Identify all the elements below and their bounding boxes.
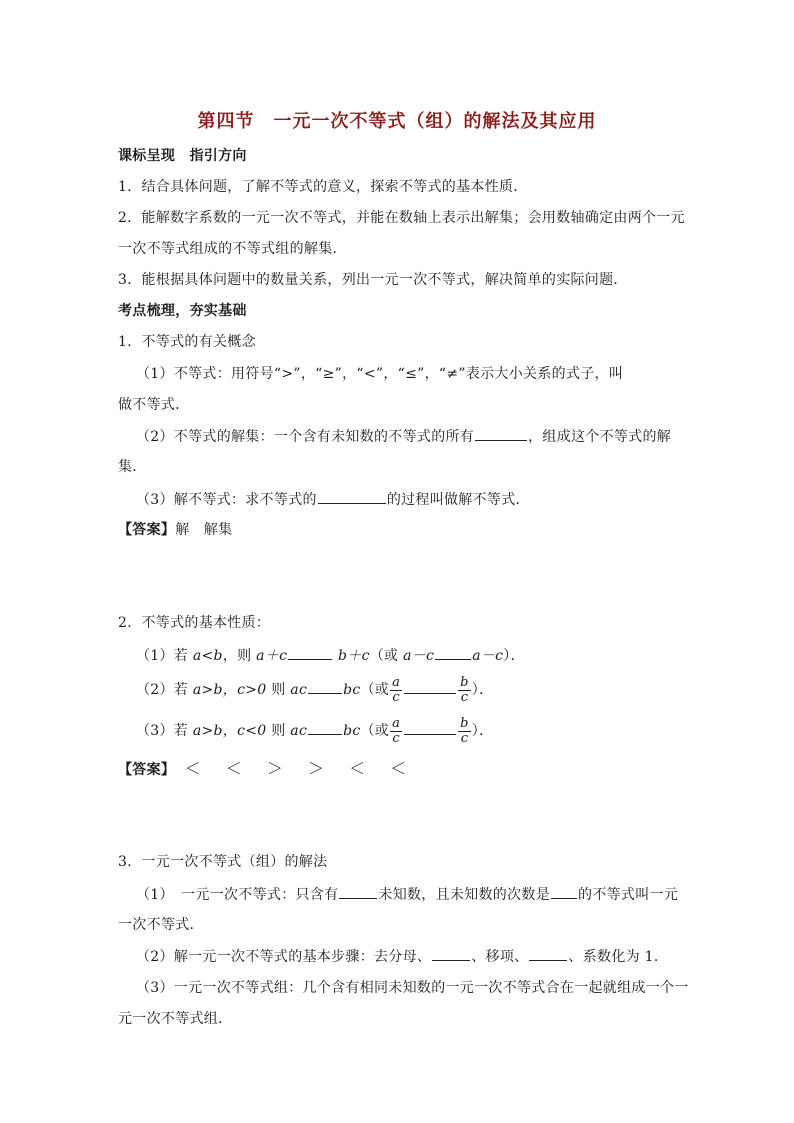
fill-blank bbox=[551, 884, 577, 899]
property-3 bbox=[136, 716, 493, 746]
topic-1-line-1: （1）不等式：用符号“>”，“≥”，“<”，“≤”，“≠”表示大小关系的式子，叫 bbox=[136, 366, 624, 382]
topic-1-title: 1．不等式的有关概念 bbox=[118, 334, 256, 350]
fraction-b-over-c bbox=[458, 676, 471, 705]
fill-blank bbox=[308, 720, 342, 735]
text-segment: （3）解不等式：求不等式的 bbox=[136, 492, 317, 508]
text-segment: ）． bbox=[503, 648, 525, 664]
math-expression: ac bbox=[290, 723, 308, 739]
topic-1-line-2: 做不等式． bbox=[118, 397, 190, 413]
text-segment: ）． bbox=[471, 723, 494, 739]
numerator: b bbox=[460, 715, 469, 731]
curriculum-item-2: 2．能解数字系数的一元一次不等式，并能在数轴上表示出解集；会用数轴确定由两个一元 bbox=[118, 210, 685, 226]
text-segment: （或 bbox=[360, 723, 390, 739]
math-expression: a－c bbox=[403, 648, 435, 664]
fill-blank bbox=[308, 679, 342, 694]
denominator: c bbox=[460, 730, 469, 746]
fill-blank bbox=[404, 679, 456, 694]
topic-3-line-5: 元一次不等式组． bbox=[118, 1011, 233, 1027]
text-segment: （2）解一元一次不等式的基本步骤：去分母、 bbox=[136, 949, 432, 965]
curriculum-item-1: 1．结合具体问题，了解不等式的意义，探索不等式的基本性质． bbox=[118, 179, 528, 195]
fraction-a-over-c bbox=[390, 717, 402, 746]
fill-blank bbox=[475, 426, 527, 441]
fraction-a-over-c bbox=[390, 676, 402, 705]
math-expression: bc bbox=[343, 723, 361, 739]
fraction-b-over-c bbox=[458, 717, 471, 746]
math-expression: a>b，c>0 bbox=[192, 682, 267, 698]
property-2 bbox=[136, 675, 493, 705]
fill-blank bbox=[529, 946, 567, 961]
fill-blank bbox=[339, 884, 377, 899]
math-expression: bc bbox=[343, 682, 361, 698]
topic-1-line-3 bbox=[136, 426, 671, 447]
math-expression: a－c bbox=[472, 648, 504, 664]
section-heading-curriculum: 课标呈现 指引方向 bbox=[118, 148, 247, 164]
answer-label: 【答案】 bbox=[118, 522, 176, 538]
curriculum-item-3: 3．能根据具体问题中的数量关系，列出一元一次不等式，解决简单的实际问题． bbox=[118, 272, 628, 288]
fill-blank bbox=[435, 645, 471, 660]
property-1 bbox=[136, 645, 525, 666]
denominator: c bbox=[392, 689, 400, 705]
curriculum-item-2-cont: 一次不等式组成的不等式组的解集． bbox=[118, 241, 347, 257]
answer-text: ＜ ＜ ＞ ＞ ＜ ＜ bbox=[184, 759, 417, 778]
fill-blank bbox=[318, 489, 386, 504]
math-expression: ac bbox=[290, 682, 308, 698]
text-segment: 的不等式叫一元 bbox=[578, 887, 679, 903]
text-segment: 、移项、 bbox=[471, 949, 529, 965]
answer-1 bbox=[118, 520, 232, 540]
text-segment: ）． bbox=[471, 682, 494, 698]
text-segment: （1） 一元一次不等式：只含有 bbox=[136, 887, 339, 903]
text-segment: ，则 bbox=[222, 648, 257, 664]
text-segment: （或 bbox=[369, 648, 404, 664]
answer-text: 解 解集 bbox=[175, 522, 233, 538]
page-title: 第四节 一元一次不等式（组）的解法及其应用 bbox=[197, 111, 597, 132]
fill-blank bbox=[288, 645, 332, 660]
numerator: a bbox=[392, 674, 401, 690]
text-segment: （或 bbox=[360, 682, 390, 698]
text-segment: （1）若 bbox=[136, 648, 193, 664]
text-segment: （3）若 bbox=[136, 723, 193, 739]
topic-1-line-5 bbox=[136, 489, 530, 510]
text-segment: 的过程叫做解不等式． bbox=[386, 492, 530, 508]
topic-3-line-4: （3）一元一次不等式组：几个含有相同未知数的一元一次不等式合在一起就组成一个一 bbox=[136, 980, 689, 996]
math-expression: a<b bbox=[192, 648, 223, 664]
topic-3-line-1 bbox=[136, 884, 678, 905]
text-segment: 则 bbox=[266, 723, 291, 739]
section-heading-review: 考点梳理，夯实基础 bbox=[118, 303, 247, 319]
math-expression: b＋c bbox=[338, 648, 370, 664]
topic-3-line-3 bbox=[136, 946, 668, 967]
topic-3-title: 3．一元一次不等式（组）的解法 bbox=[118, 854, 328, 870]
math-expression: a>b，c<0 bbox=[192, 723, 267, 739]
topic-2-title: 2．不等式的基本性质： bbox=[118, 615, 271, 631]
numerator: a bbox=[392, 715, 401, 731]
fill-blank bbox=[404, 720, 456, 735]
text-segment: 、系数化为 1． bbox=[568, 949, 669, 965]
topic-3-line-2: 一次不等式． bbox=[118, 917, 204, 933]
text-segment: 未知数，且未知数的次数是 bbox=[378, 887, 551, 903]
denominator: c bbox=[392, 730, 400, 746]
numerator: b bbox=[460, 674, 469, 690]
topic-1-line-4: 集． bbox=[118, 459, 147, 475]
text-segment: ，组成这个不等式的解 bbox=[528, 429, 672, 445]
text-segment: 则 bbox=[266, 682, 291, 698]
fill-blank bbox=[432, 946, 470, 961]
denominator: c bbox=[460, 689, 469, 705]
text-segment: （2）不等式的解集：一个含有未知数的不等式的所有 bbox=[136, 429, 475, 445]
math-expression: a＋c bbox=[256, 648, 288, 664]
answer-label: 【答案】 bbox=[118, 762, 176, 778]
text-segment: （2）若 bbox=[136, 682, 193, 698]
answer-2 bbox=[118, 759, 416, 780]
